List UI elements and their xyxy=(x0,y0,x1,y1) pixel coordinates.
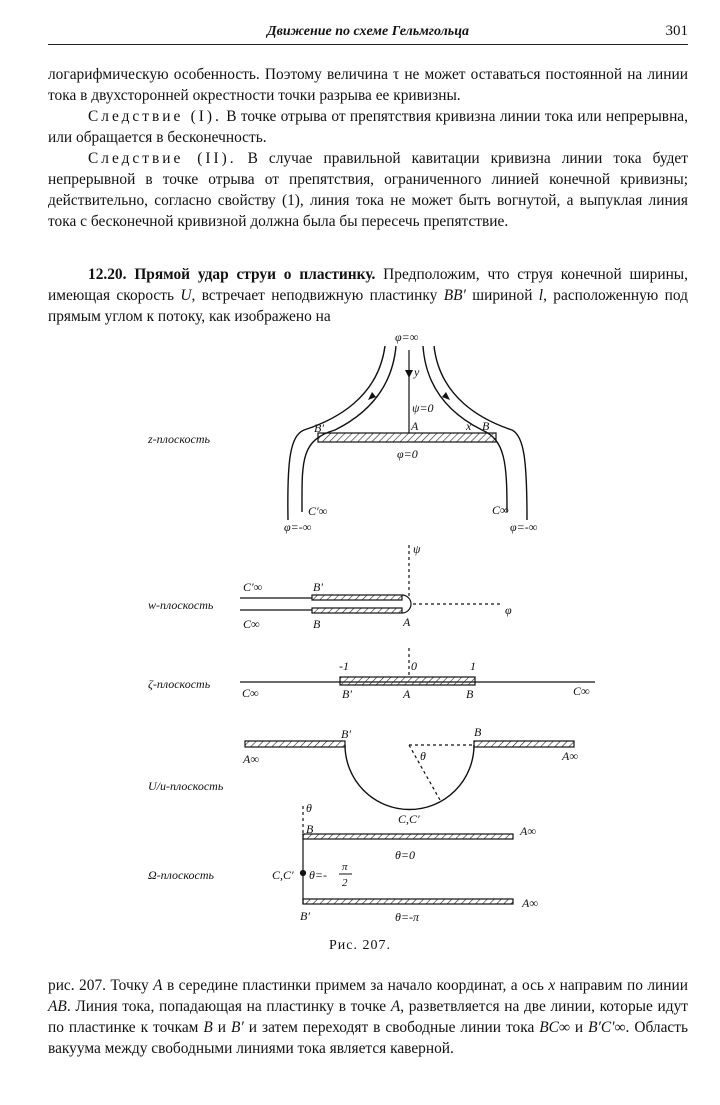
figure-caption: Рис. 207. xyxy=(329,938,391,953)
hodograph-plane-label: U/u-плоскость xyxy=(148,779,224,793)
omega-plane-label: Ω-плоскость xyxy=(148,868,214,882)
section-text-c: шириной xyxy=(465,287,539,304)
hodograph-point-B: B xyxy=(474,725,482,739)
hodograph-right-line xyxy=(474,741,574,747)
var-l: l xyxy=(538,287,544,304)
page-number: 301 xyxy=(665,23,688,39)
section-heading: 12.20. Прямой удар струи о пластинку. xyxy=(88,266,376,283)
w-plane-diagram xyxy=(240,545,500,613)
z-plane-label: z-плоскость xyxy=(148,432,210,446)
omega-pi-numerator: π xyxy=(342,861,348,873)
w-upper-slit xyxy=(312,595,402,600)
z-point-B: B xyxy=(482,419,490,433)
var-BpCp: B′C′∞ xyxy=(588,1019,626,1036)
corollary-1-label: Следствие (I). xyxy=(88,108,222,125)
zeta-point-C-right: C∞ xyxy=(573,684,590,698)
bottom-t7: и затем переходят в свободные линии тока xyxy=(243,1019,540,1036)
omega-point-A-bottom: A∞ xyxy=(522,896,538,910)
z-plate-phi: φ=0 xyxy=(397,447,418,461)
bottom-t9: . Область вакуума между свободными линиями тока является каверной. xyxy=(48,1019,688,1057)
var-B: B xyxy=(203,1019,213,1036)
omega-bottom-strip xyxy=(303,899,513,904)
omega-pi-denominator: 2 xyxy=(342,877,348,889)
w-point-B: B xyxy=(313,617,321,631)
z-left-phi: φ=-∞ xyxy=(284,520,312,534)
running-title: Движение по схеме Гельмгольца xyxy=(267,24,469,39)
bottom-t1: рис. 207. Точку xyxy=(48,977,154,994)
hodograph-diagram xyxy=(245,741,574,810)
var-U: U xyxy=(180,287,192,304)
omega-theta-pi: θ=-π xyxy=(395,910,419,924)
corollary-2-text: В случае правильной кавитации кривизна линии тока будет непрерывной в точке отрыва от препятствия, ограниченного линией конечной кривизны; действительно, согласно свойству (1), линия тока не может быть вогнутой, а выпуклая линия тока с бесконечной кривизной должна была бы пересечь препятствие. xyxy=(48,150,688,230)
var-BC: BC∞ xyxy=(539,1019,570,1036)
section-text-a: Предположим, что струя конечной ширины, имеющая скорость xyxy=(48,266,688,304)
omega-point-B: B xyxy=(306,822,314,836)
bottom-t6: и xyxy=(212,1019,232,1036)
paragraph-bottom xyxy=(48,975,688,1059)
bottom-t4: . Линия тока, попадающая на пластинку в точке xyxy=(66,998,391,1015)
zeta-plane-label: ζ-плоскость xyxy=(148,677,211,691)
bottom-t5: , разветвляется на две линии, которые идут по пластинке к точкам xyxy=(48,998,688,1036)
w-point-Bp: B′ xyxy=(313,580,323,594)
plate-zeta xyxy=(340,677,475,685)
w-psi-label: ψ xyxy=(413,542,421,556)
w-point-Cp: C′∞ xyxy=(243,580,263,594)
bottom-t3: направим по линии xyxy=(555,977,688,994)
z-point-Bp: B′ xyxy=(314,421,324,435)
omega-top-strip xyxy=(303,834,513,839)
var-A: A xyxy=(153,977,163,994)
zeta-point-Bp: B′ xyxy=(342,687,352,701)
z-psi-zero: ψ=0 xyxy=(412,401,434,415)
omega-theta-label: θ xyxy=(306,801,312,815)
z-point-Cp: C′∞ xyxy=(308,504,328,518)
zeta-tick-minus-1: -1 xyxy=(339,659,349,673)
z-right-phi: φ=-∞ xyxy=(510,520,538,534)
hodograph-point-A-right: A∞ xyxy=(562,749,578,763)
omega-theta-mid: θ=- xyxy=(309,868,327,882)
var-x: x xyxy=(548,977,556,994)
var-BB: BB′ xyxy=(443,287,466,304)
corollary-2-label: Следствие (II). xyxy=(88,150,237,167)
zeta-point-C-left: C∞ xyxy=(242,686,259,700)
hodograph-point-A-left: A∞ xyxy=(243,752,259,766)
var-Bp: B′ xyxy=(231,1019,244,1036)
flow-arrow-y xyxy=(405,370,413,378)
zeta-plane-diagram xyxy=(240,648,595,685)
hodograph-semicircle xyxy=(345,745,474,810)
hodograph-theta: θ xyxy=(420,749,426,763)
w-plane-label: w-плоскость xyxy=(148,598,214,612)
hodograph-point-CC: C,C′ xyxy=(398,812,420,826)
zeta-tick-1: 1 xyxy=(470,659,476,673)
z-x-axis-label: x xyxy=(466,419,472,433)
z-y-axis-label: y xyxy=(414,365,420,379)
paragraph-1: логарифмическую особенность. Поэтому величина τ не может оставаться постоянной на линии тока в двухсторонней окрестности точки разрыва ее кривизны. xyxy=(48,66,688,104)
bottom-t8: и xyxy=(569,1019,589,1036)
var-AB: AB xyxy=(48,998,67,1015)
section-text-d: , расположенную под прямым углом к потоку, как изображено на xyxy=(48,287,688,325)
body-bottom xyxy=(48,975,688,1059)
var-A2: A xyxy=(390,998,401,1015)
bottom-t2: в середине пластинки примем за начало координат, а ось xyxy=(162,977,549,994)
jet-right-inner-streamline xyxy=(423,346,507,512)
omega-point-Bp: B′ xyxy=(300,909,310,923)
zeta-point-B: B xyxy=(466,687,474,701)
plate-z xyxy=(318,433,496,442)
z-point-A: A xyxy=(411,419,419,433)
w-point-A: A xyxy=(403,615,411,629)
section-text-b: , встречает неподвижную пластинку xyxy=(191,287,444,304)
hodograph-point-Bp: B′ xyxy=(341,727,351,741)
corollary-1-text: В точке отрыва от препятствия кривизна линии тока или непрерывна, или обращается в бесконечность. xyxy=(48,108,688,146)
w-phi-label: φ xyxy=(505,603,512,617)
omega-point-CC: C,C′ xyxy=(272,868,294,882)
zeta-point-A: A xyxy=(403,687,411,701)
w-lower-slit xyxy=(312,608,402,613)
zeta-tick-0: 0 xyxy=(411,659,417,673)
omega-theta-zero: θ=0 xyxy=(395,848,415,862)
z-top-phi: φ=∞ xyxy=(395,330,419,344)
w-point-C: C∞ xyxy=(243,617,260,631)
z-point-C: C∞ xyxy=(492,503,509,517)
hodograph-left-line xyxy=(245,741,345,747)
omega-point-A-top: A∞ xyxy=(520,824,536,838)
